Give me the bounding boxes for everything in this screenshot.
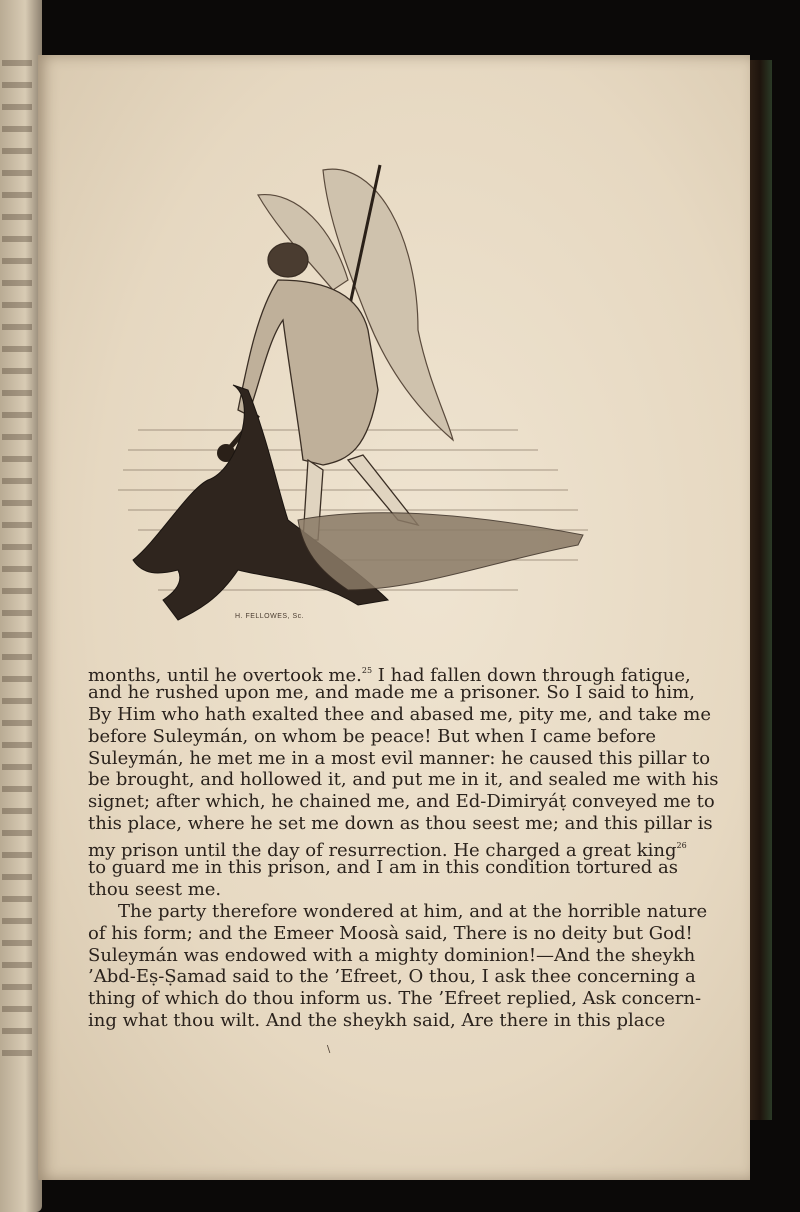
text-line: this place, where he set me down as thou seest me; and this pillar is: [88, 813, 713, 835]
text-line: By Him who hath exalted thee and abased me, pity me, and take me: [88, 703, 712, 725]
text-line: Suleymán was endowed with a mighty dominion!—And the sheykh: [88, 944, 696, 966]
text-line: Suleymán, he met me in a most evil manner: he caused this pillar to: [88, 747, 711, 769]
text-line: be brought, and hollowed it, and put me in it, and sealed me with his: [88, 769, 719, 791]
text-line: to guard me in this prison, and I am in this condition tortured as: [88, 857, 678, 879]
text-line: ’Abd-Eṣ-Ṣamad said to the ’Efreet, O thou, I ask thee concerning a: [88, 966, 696, 988]
engraver-signature: H. FELLOWES, Sc.: [235, 613, 305, 620]
text-line: thou seest me.: [88, 878, 222, 900]
text-line: my prison until the day of resurrection. He charged a great king$^{26}$: [88, 840, 687, 862]
facing-page-edge: [0, 0, 42, 1212]
footnote-ref[interactable]: 25: [361, 666, 373, 675]
text-line: ing what thou wilt. And the sheykh said, Are there in this place: [88, 1010, 666, 1032]
text-line: months, until he overtook me.$^{25}$ I had fallen down through fatigue,: [88, 665, 691, 686]
body-text: [88, 660, 719, 1032]
wing-on-ground: [298, 513, 583, 590]
text-line: The party therefore wondered at him, and at the horrible nature: [118, 900, 708, 922]
text-line: of his form; and the Emeer Moosà said, There is no deity but God!: [88, 922, 693, 944]
facing-page-text: [2, 60, 32, 1060]
footnote-ref[interactable]: 26: [676, 841, 687, 851]
text-line: thing of which do thou inform us. The ’Efreet replied, Ask concern-: [88, 988, 702, 1010]
printer-mark: ∖: [325, 1045, 332, 1056]
text-line: signet; after which, he chained me, and Ed-Dimiryáṭ conveyed me to: [88, 791, 715, 813]
text-line: and he rushed upon me, and made me a prisoner. So I said to him,: [88, 681, 695, 703]
text-line: before Suleymán, on whom be peace! But when I came before: [88, 725, 657, 747]
engraving-illustration: [118, 160, 598, 630]
